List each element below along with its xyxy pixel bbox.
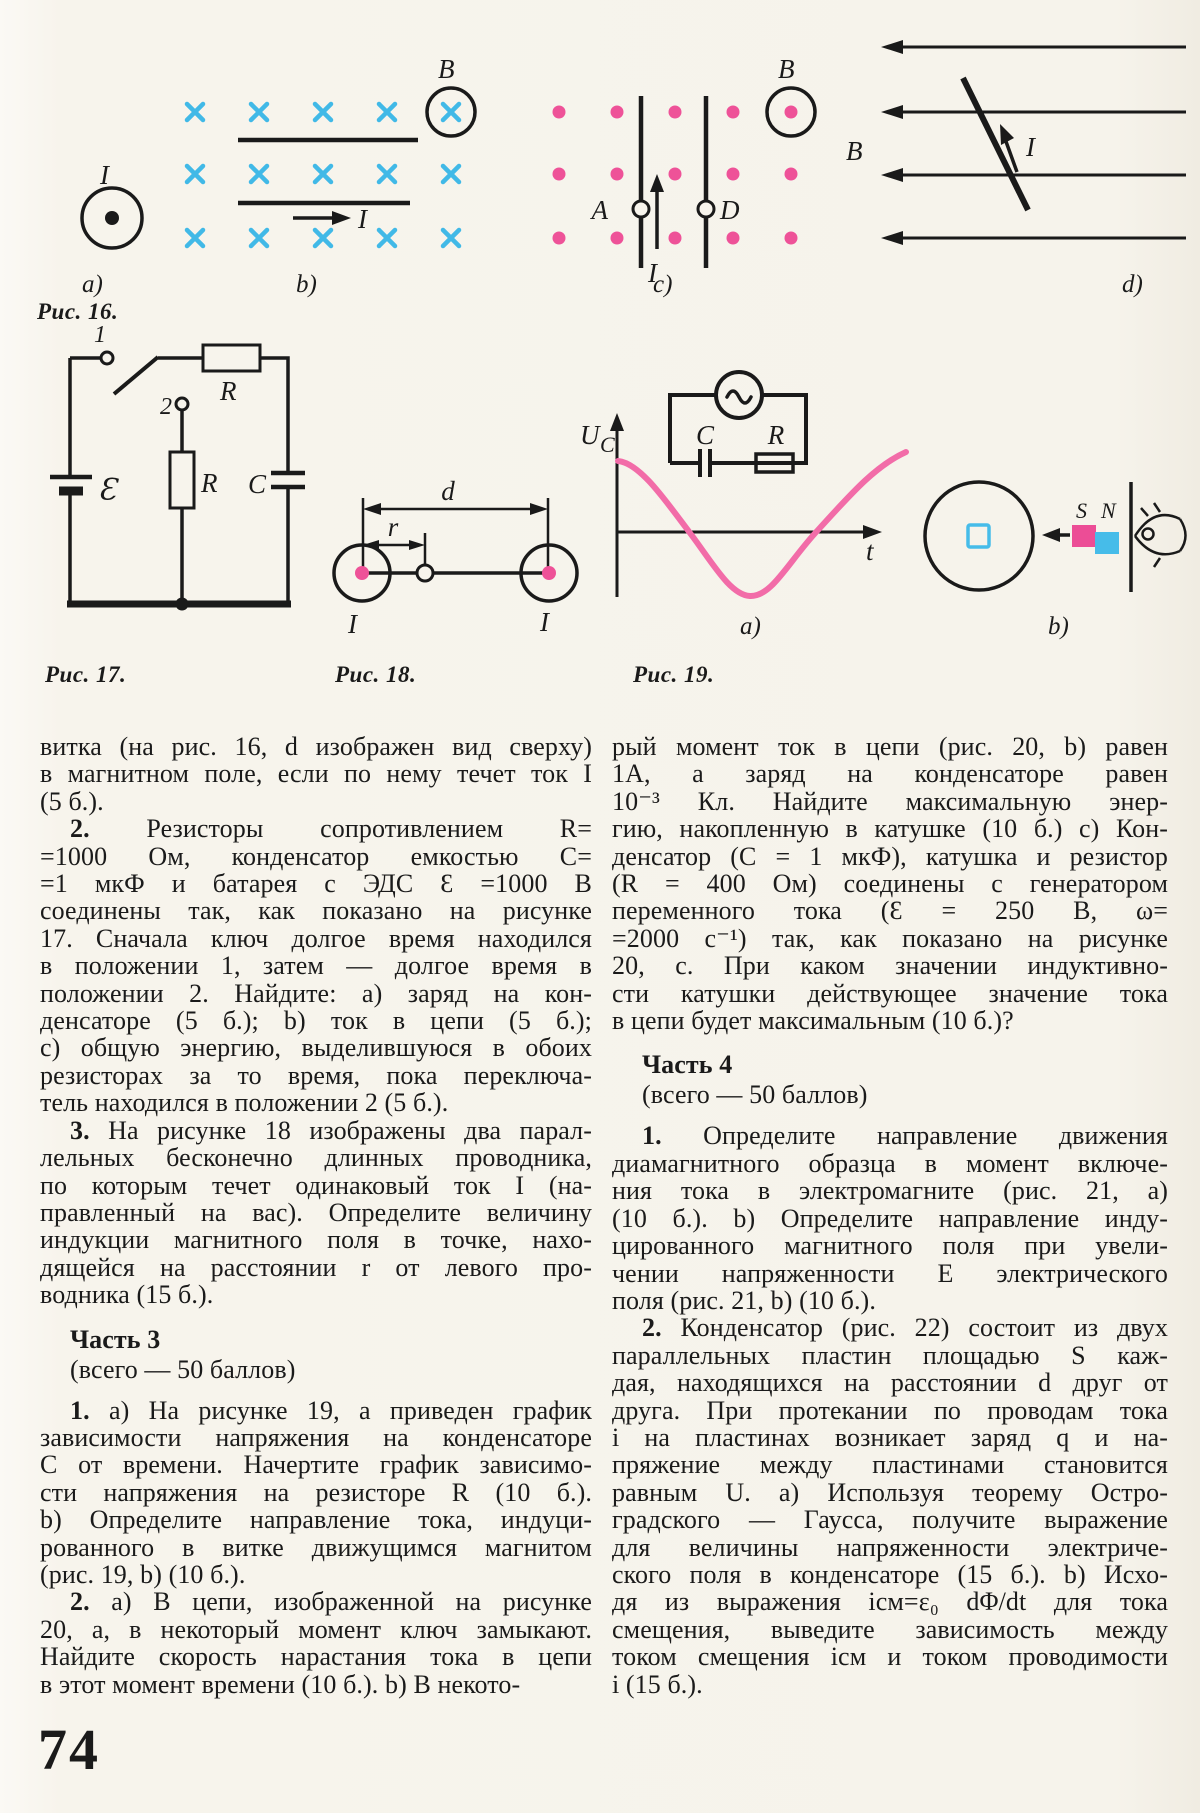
panel-d-label: d) <box>1122 271 1143 298</box>
text-line: 2. а) В цепи, изображенной на рисунке <box>70 1587 592 1617</box>
text-line: друга. При протекании по проводам тока <box>612 1395 1168 1425</box>
text-line: витка (на рис. 16, d изображен вид сверху) <box>40 732 592 761</box>
text-line: в этот момент времени (10 б.). b) В некото- <box>40 1669 521 1699</box>
current-right-label: I <box>540 607 549 637</box>
paragraph <box>612 1122 1168 1314</box>
distance-d-label: d <box>441 476 455 506</box>
text-line: i (15 б.). <box>612 1669 703 1699</box>
text-line: i на пластинах возникает заряд q и на- <box>612 1422 1168 1452</box>
text-line: тель находился в положении 2 (5 б.). <box>40 1088 449 1118</box>
field-point-icon <box>417 565 433 581</box>
text-line: Часть 3 <box>70 1324 161 1354</box>
figure-19-caption: Рис. 19. <box>633 662 715 687</box>
text-line: рый момент ток в цепи (рис. 20, b) равен <box>612 732 1168 761</box>
capacitor-label: C <box>247 469 266 499</box>
resistor-label: R <box>767 420 785 450</box>
text-line: поля (рис. 21, b) (10 б.). <box>612 1285 876 1315</box>
paragraph <box>40 1117 592 1309</box>
current-label: I <box>358 204 367 234</box>
text-line: денсатор (C = 1 мкФ), катушка и резистор <box>612 841 1168 871</box>
text-line: в положении 1, затем — долгое время в <box>40 951 592 981</box>
ac-tilde-icon <box>727 391 751 403</box>
switch-position-1-label: 1 <box>94 322 106 348</box>
motion-arrowhead-icon <box>1042 528 1060 542</box>
current-out-dot-icon <box>355 566 369 580</box>
text-line: 3. На рисунке 18 изображены два парал- <box>70 1115 592 1145</box>
s-pole-label: S <box>1076 498 1087 523</box>
text-line: =2000 с⁻¹) так, как показано на рисунке <box>612 923 1168 953</box>
text-line: 20, а, в некоторый момент ключ замыкают. <box>40 1614 592 1644</box>
paragraph <box>612 733 1168 1034</box>
magnet-n-pole <box>1095 532 1119 554</box>
current-label: I <box>1026 132 1035 162</box>
figure-18-caption: Рис. 18. <box>335 662 417 687</box>
text-line: 20, с. При каком значении индуктивно- <box>612 951 1168 981</box>
text-line: током смещения iсм и током проводимости <box>612 1642 1168 1672</box>
contact-point-d-icon <box>698 201 714 217</box>
text-line: дя из выражения iсм=ε₀ dΦ/dt для тока <box>612 1587 1168 1617</box>
figure-19b-loop-and-magnet <box>925 482 1186 640</box>
text-line: цированного магнитного поля при увели- <box>612 1231 1168 1261</box>
switch-contact-1-icon <box>101 352 113 364</box>
text-line: переменного тока (Ɛ = 250 В, ω= <box>612 896 1168 926</box>
text-line: сти катушки действующее значение тока <box>612 978 1168 1008</box>
figure-16c-field-out-of-page <box>553 54 816 298</box>
panel-b-label: b) <box>1048 613 1069 640</box>
panel-a-label: а) <box>740 613 761 640</box>
paragraph <box>40 815 592 1116</box>
figure-16a-current-out-of-page <box>82 160 142 298</box>
paragraph <box>40 1588 592 1698</box>
text-line: (рис. 19, b) (10 б.). <box>40 1559 246 1589</box>
text-line: лельных бесконечно длинных проводника, <box>40 1143 592 1173</box>
text-line: дая, находящихся на расстоянии d друг от <box>612 1368 1168 1398</box>
magnet-s-pole <box>1072 525 1096 547</box>
text-line: =1 мкФ и батарея с ЭДС Ɛ =1000 В <box>40 869 592 899</box>
text-line: b) Определите направление тока, индуци- <box>40 1505 592 1535</box>
x-axis-label: t <box>866 536 874 566</box>
current-label: I <box>648 258 657 288</box>
text-line: дящейся на расстоянии r от левого про- <box>40 1252 592 1282</box>
capacitor-label: C <box>695 420 715 450</box>
paragraph <box>40 733 592 815</box>
field-label: B <box>438 54 455 84</box>
figure-16b-field-into-page <box>187 54 475 298</box>
n-pole-label: N <box>1101 498 1116 523</box>
section-heading <box>612 1050 1168 1110</box>
paragraph <box>612 1314 1168 1698</box>
y-axis-label-subscript: C <box>600 432 615 457</box>
text-line: индукции магнитного поля в точке, нахо- <box>40 1225 592 1255</box>
text-line: параллельных пластин площадью S каж- <box>612 1340 1168 1370</box>
text-line: 1. Определите направление движения <box>642 1121 1168 1151</box>
panel-b-label: b) <box>296 271 317 298</box>
text-line: чении напряженности E электрического <box>612 1258 1168 1288</box>
text-line: Часть 4 <box>642 1050 733 1080</box>
switch-position-2-label: 2 <box>160 394 172 420</box>
text-line: 2. Резисторы сопротивлением R= <box>70 814 592 844</box>
current-left-label: I <box>348 609 357 639</box>
text-line: 2. Конденсатор (рис. 22) состоит из двух <box>642 1313 1168 1343</box>
capacitor-icon <box>700 449 710 477</box>
text-line: 10⁻³ Кл. Найдите максимальную энер- <box>612 786 1168 816</box>
text-line: (5 б.). <box>40 786 104 816</box>
text-line: с) общую энергию, выделившуюся в обоих <box>40 1033 592 1063</box>
conducting-loop-icon <box>925 482 1033 590</box>
text-line: 1. а) На рисунке 19, а приведен график <box>70 1395 592 1425</box>
resistor-icon <box>170 452 194 508</box>
text-line: резисторах за то время, пока переключа- <box>40 1060 592 1090</box>
loop-square-icon <box>968 525 989 547</box>
text-line: =1000 Ом, конденсатор емкостью C= <box>40 841 592 871</box>
text-line: (R = 400 Ом) соединены с генератором <box>612 869 1168 899</box>
field-out-of-page-dots <box>553 106 798 245</box>
paragraph <box>40 1397 592 1589</box>
figure-18-parallel-wires <box>334 476 577 639</box>
text-line: зависимости напряжения на конденсаторе <box>40 1422 592 1452</box>
text-line: смещения, выведите зависимость между <box>612 1614 1168 1644</box>
rc-circuit-inset <box>670 372 806 477</box>
junction-dot-icon <box>176 598 189 611</box>
text-line: пряжение между пластинами становится <box>612 1450 1168 1480</box>
text-line: ского поля в конденсаторе (15 б.). b) Исхо- <box>612 1559 1168 1589</box>
text-line: сти напряжения на резисторе R (10 б.). <box>40 1477 592 1507</box>
y-axis-arrowhead-icon <box>610 413 624 431</box>
field-into-page-marks <box>187 104 459 246</box>
y-axis-label: U <box>580 420 600 450</box>
distance-r-label: r <box>387 512 399 542</box>
resistor-icon <box>203 345 260 371</box>
text-line: положении 2. Найдите: а) заряд на кон- <box>40 978 592 1008</box>
text-line: градского — Гаусса, получите выражение <box>612 1505 1168 1535</box>
resistor-top-label: R <box>220 376 237 406</box>
text-line: в цепи будет максимальным (10 б.)? <box>612 1006 1014 1036</box>
emf-label: Ɛ <box>98 473 117 508</box>
text-line: для величины напряженности электриче- <box>612 1532 1168 1562</box>
figure-19a-voltage-plot <box>580 372 906 640</box>
point-d-label: D <box>720 195 740 225</box>
wire <box>260 358 288 471</box>
figure-16d-field-in-plane <box>846 40 1186 298</box>
text-line: Найдите скорость нарастания тока в цепи <box>40 1642 592 1672</box>
text-line: гию, накопленную в катушке (10 б.) c) Кон- <box>612 814 1168 844</box>
text-line: равным U. а) Используя теорему Остро- <box>612 1477 1168 1507</box>
text-line: рованного в витке движущимся магнитом <box>40 1532 592 1562</box>
figure-16-caption: Рис. 16. <box>37 299 119 324</box>
panel-a-label: а) <box>82 271 103 298</box>
switch-contact-2-icon <box>176 398 188 410</box>
conductor-rod <box>963 78 1028 210</box>
current-arrowhead-icon <box>650 174 664 192</box>
capacitor-icon <box>271 473 305 487</box>
point-a-label: A <box>591 195 608 225</box>
figure-17-caption: Рис. 17. <box>45 662 127 687</box>
text-line: по которым течет одинаковый ток I (на- <box>40 1170 592 1200</box>
text-line: C от времени. Начертите график зависимо- <box>40 1450 592 1480</box>
text-line: в магнитном поле, если по нему течет ток I <box>40 759 592 789</box>
text-line: денсаторе (5 б.); b) ток в цепи (5 б.); <box>40 1006 592 1036</box>
text-line: 17. Сначала ключ долгое время находился <box>40 923 592 953</box>
switch-lever-icon <box>114 357 158 394</box>
field-label: B <box>846 136 863 166</box>
text-line: 1А, а заряд на конденсаторе равен <box>612 759 1168 789</box>
field-label: B <box>778 54 795 84</box>
figure-17-switch-circuit <box>50 322 305 611</box>
magnet-icon <box>1072 525 1119 554</box>
text-line: (всего — 50 баллов) <box>70 1354 296 1384</box>
eye-icon <box>1135 503 1186 567</box>
current-arrowhead-icon <box>332 211 351 225</box>
text-line: ния тока в электромагните (рис. 21, а) <box>612 1176 1168 1206</box>
section-heading <box>40 1325 592 1385</box>
current-label: I <box>100 160 109 190</box>
text-line: правленный на вас). Определите величину <box>40 1197 592 1227</box>
text-line: соединены так, как показано на рисунке <box>40 896 592 926</box>
page-number: 74 <box>38 1717 100 1782</box>
figures-canvas <box>0 0 1200 700</box>
battery-icon <box>50 477 92 491</box>
text-line: водника (15 б.). <box>40 1280 214 1310</box>
left-column-text <box>40 733 592 1698</box>
text-line: (всего — 50 баллов) <box>642 1080 868 1110</box>
right-column-text <box>612 733 1168 1698</box>
text-line: (10 б.). b) Определите направление инду- <box>612 1203 1168 1233</box>
current-out-dot-icon <box>542 566 556 580</box>
text-line: диамагнитного образца в момент включе- <box>612 1148 1168 1178</box>
current-out-dot-icon <box>105 211 119 225</box>
contact-point-a-icon <box>633 201 649 217</box>
panel-c-label: с) <box>653 271 673 298</box>
resistor-mid-label: R <box>201 468 218 498</box>
